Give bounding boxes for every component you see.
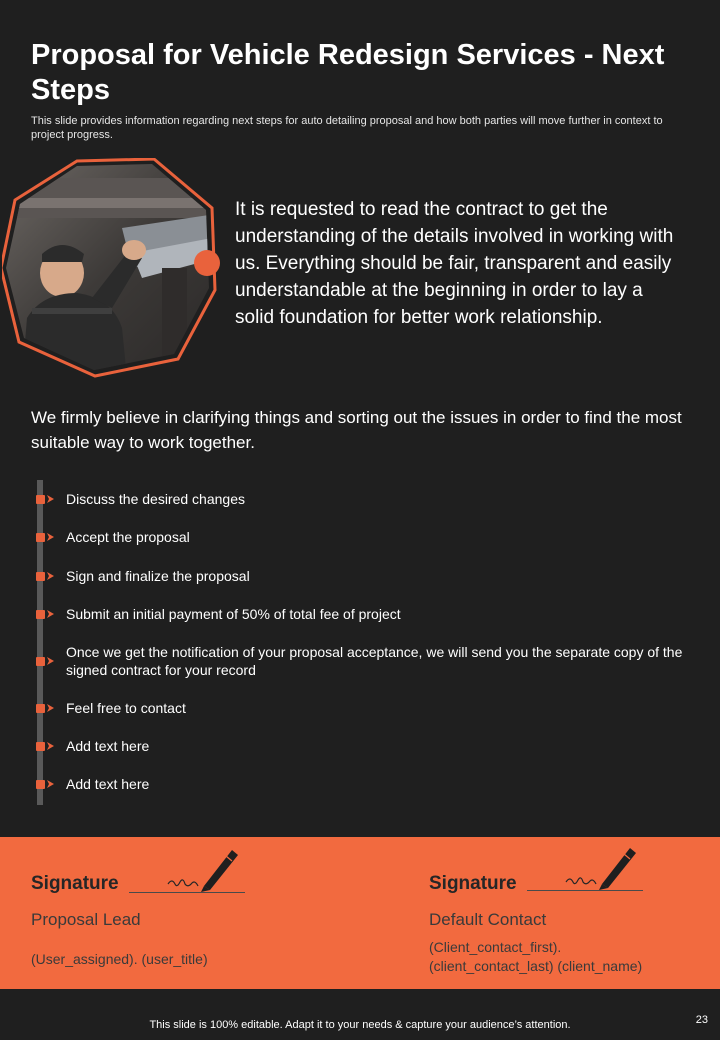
page-subtitle: This slide provides information regarding next steps for auto detailing proposal and how both parties will move further in context to project progress. bbox=[31, 115, 663, 141]
square-marker-icon bbox=[36, 495, 45, 504]
square-marker-icon bbox=[36, 704, 45, 713]
square-marker-icon bbox=[36, 533, 45, 542]
step-text: Sign and finalize the proposal bbox=[66, 568, 250, 584]
chevron-right-icon bbox=[46, 656, 56, 666]
page-title: Proposal for Vehicle Redesign Services - Next Steps bbox=[31, 39, 665, 106]
step-text: Accept the proposal bbox=[66, 529, 190, 545]
square-marker-icon bbox=[36, 610, 45, 619]
square-marker-icon bbox=[36, 780, 45, 789]
chevron-right-icon bbox=[46, 532, 56, 542]
belief-paragraph: We firmly believe in clarifying things and sorting out the issues in order to find the most suitable way to work together. bbox=[31, 408, 682, 452]
chevron-right-icon bbox=[46, 741, 56, 751]
step-text: Once we get the notification of your proposal acceptance, we will send you the separate copy of the signed contract for your record bbox=[66, 644, 683, 678]
signature-line[interactable] bbox=[527, 890, 643, 891]
signature-person: (User_assigned). (user_title) bbox=[31, 951, 208, 967]
chevron-right-icon bbox=[46, 571, 56, 581]
mechanic-photo bbox=[2, 158, 222, 378]
step-text: Submit an initial payment of 50% of total fee of project bbox=[66, 606, 401, 622]
steps-rail bbox=[37, 480, 43, 805]
square-marker-icon bbox=[36, 572, 45, 581]
signature-block-default-contact bbox=[429, 837, 720, 989]
signature-block-proposal-lead bbox=[31, 837, 331, 989]
signature-line[interactable] bbox=[129, 892, 245, 893]
signature-label: Signature bbox=[429, 873, 517, 894]
chevron-right-icon bbox=[46, 609, 56, 619]
page-number: 23 bbox=[695, 1014, 708, 1026]
signature-role: Default Contact bbox=[429, 910, 547, 929]
intro-paragraph: It is requested to read the contract to get the understanding of the details involved in working with us. Everything should be fair, transparent and easily understandable at the beginning in order to lay a solid foundation for better work relationship. bbox=[235, 199, 674, 328]
chevron-right-icon bbox=[46, 494, 56, 504]
footer-note: This slide is 100% editable. Adapt it to your needs & capture your audience’s attention. bbox=[149, 1019, 571, 1031]
square-marker-icon bbox=[36, 742, 45, 751]
step-text: Discuss the desired changes bbox=[66, 491, 245, 507]
signature-label: Signature bbox=[31, 873, 119, 894]
chevron-right-icon bbox=[46, 703, 56, 713]
fountain-pen-icon bbox=[166, 842, 241, 892]
step-text: Add text here bbox=[66, 738, 150, 754]
next-steps-list bbox=[34, 480, 704, 805]
signature-band bbox=[0, 837, 720, 989]
signature-person: (Client_contact_first). (client_contact_last) (client_name) bbox=[429, 939, 643, 974]
chevron-right-icon bbox=[46, 779, 56, 789]
square-marker-icon bbox=[36, 657, 45, 666]
fountain-pen-icon bbox=[564, 840, 639, 890]
step-text: Add text here bbox=[66, 776, 150, 792]
step-text: Feel free to contact bbox=[66, 700, 186, 716]
signature-role: Proposal Lead bbox=[31, 910, 141, 929]
